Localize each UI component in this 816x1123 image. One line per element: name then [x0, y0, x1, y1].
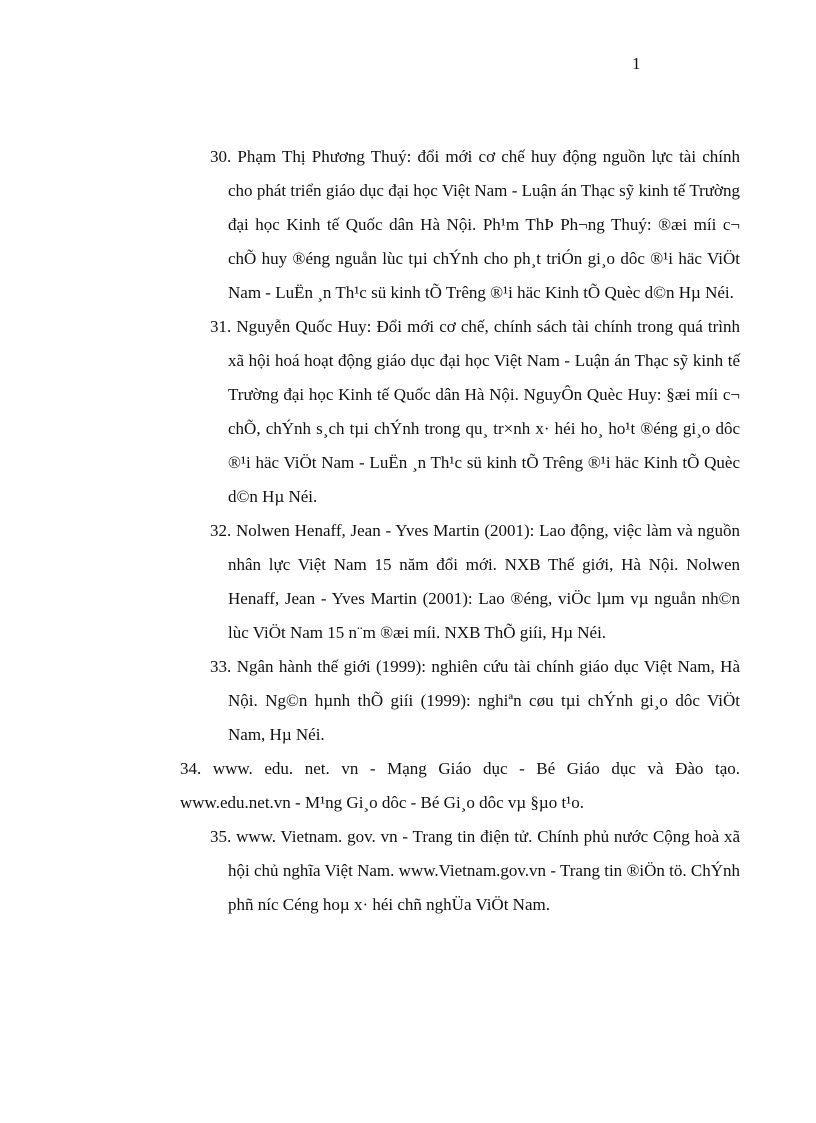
reference-mojibake: www.Vietnam.gov.vn - Trang tin ®iÖn tö. ChÝnh phñ níc Céng hoµ x· héi chñ nghÜa ViÖt Nam.: [228, 861, 741, 914]
reference-text: www. Vietnam. gov. vn - Trang tin điện tử. Chính phủ nước Cộng hoà xã hội chủ nghĩa Việt Nam.: [228, 827, 740, 880]
reference-number: 30.: [210, 147, 232, 166]
reference-mojibake: NguyÔn Quèc Huy: §æi míi c¬ chÕ, chÝnh s¸ch tµi chÝnh trong qu¸ tr×nh x· héi ho¸ ho¹t ®éng gi¸o dôc ®¹i häc ViÖt Nam - LuËn ¸n Th¹c sü kinh tÕ Trêng ®¹i häc Kinh tÕ Quèc d©n Hµ Néi.: [228, 385, 740, 506]
reference-number: 35.: [210, 827, 232, 846]
reference-mojibake: Ng©n hµnh thÕ giíi (1999): nghiªn cøu tµi chÝnh gi¸o dôc ViÖt Nam, Hµ Néi.: [228, 691, 740, 744]
reference-number: 31.: [210, 317, 232, 336]
reference-number: 32.: [210, 521, 232, 540]
reference-32: [180, 514, 740, 650]
reference-31: [180, 310, 740, 514]
reference-30: [180, 140, 740, 310]
reference-text: www. edu. net. vn - Mạng Giáo dục - Bé Giáo dục và Đào tạo.: [212, 759, 741, 778]
reference-text: Phạm Thị Phương Thuý: đổi mới cơ chế huy động nguồn lực tài chính cho phát triển giáo dục đại học Việt Nam - Luận án Thạc sỹ kinh tế Trường đại học Kinh tế Quốc dân Hà Nội.: [228, 147, 741, 234]
reference-text: Nguyễn Quốc Huy: Đổi mới cơ chế, chính sách tài chính trong quá trình xã hội hoá hoạt động giáo dục đại học Việt Nam - Luận án Thạc sỹ kinh tế Trường đại học Kinh tế Quốc dân Hà Nội.: [228, 317, 741, 404]
reference-number: 34.: [180, 759, 202, 778]
reference-34: [180, 752, 740, 820]
reference-text: Nolwen Henaff, Jean - Yves Martin (2001): Lao động, việc làm và nguồn nhân lực Việt Nam 15 năm đổi mới. NXB Thế giới, Hà Nội.: [228, 521, 741, 574]
reference-mojibake: www.edu.net.vn - M¹ng Gi¸o dôc - Bé Gi¸o dôc vµ §µo t¹o.: [180, 793, 585, 812]
reference-35: [180, 820, 740, 922]
reference-mojibake: Nolwen Henaff, Jean - Yves Martin (2001): Lao ®éng, viÖc lµm vµ nguån nh©n lùc ViÖt Nam 15 n¨m ®æi míi. NXB ThÕ giíi, Hµ Néi.: [228, 555, 740, 642]
reference-33: [180, 650, 740, 752]
reference-number: 33.: [210, 657, 232, 676]
page-number: 1: [632, 54, 641, 73]
reference-list: [180, 140, 740, 922]
reference-text: Ngân hành thế giới (1999): nghiên cứu tài chính giáo dục Việt Nam, Hà Nội.: [228, 657, 741, 710]
reference-mojibake: Ph¹m ThÞ Ph¬ng Thuý: ®æi míi c¬ chÕ huy ®éng nguån lùc tµi chÝnh cho ph¸t triÓn gi¸o dôc ®¹i häc ViÖt Nam - LuËn ¸n Th¹c sü kinh tÕ Trêng ®¹i häc Kinh tÕ Quèc d©n Hµ Néi.: [228, 215, 741, 302]
